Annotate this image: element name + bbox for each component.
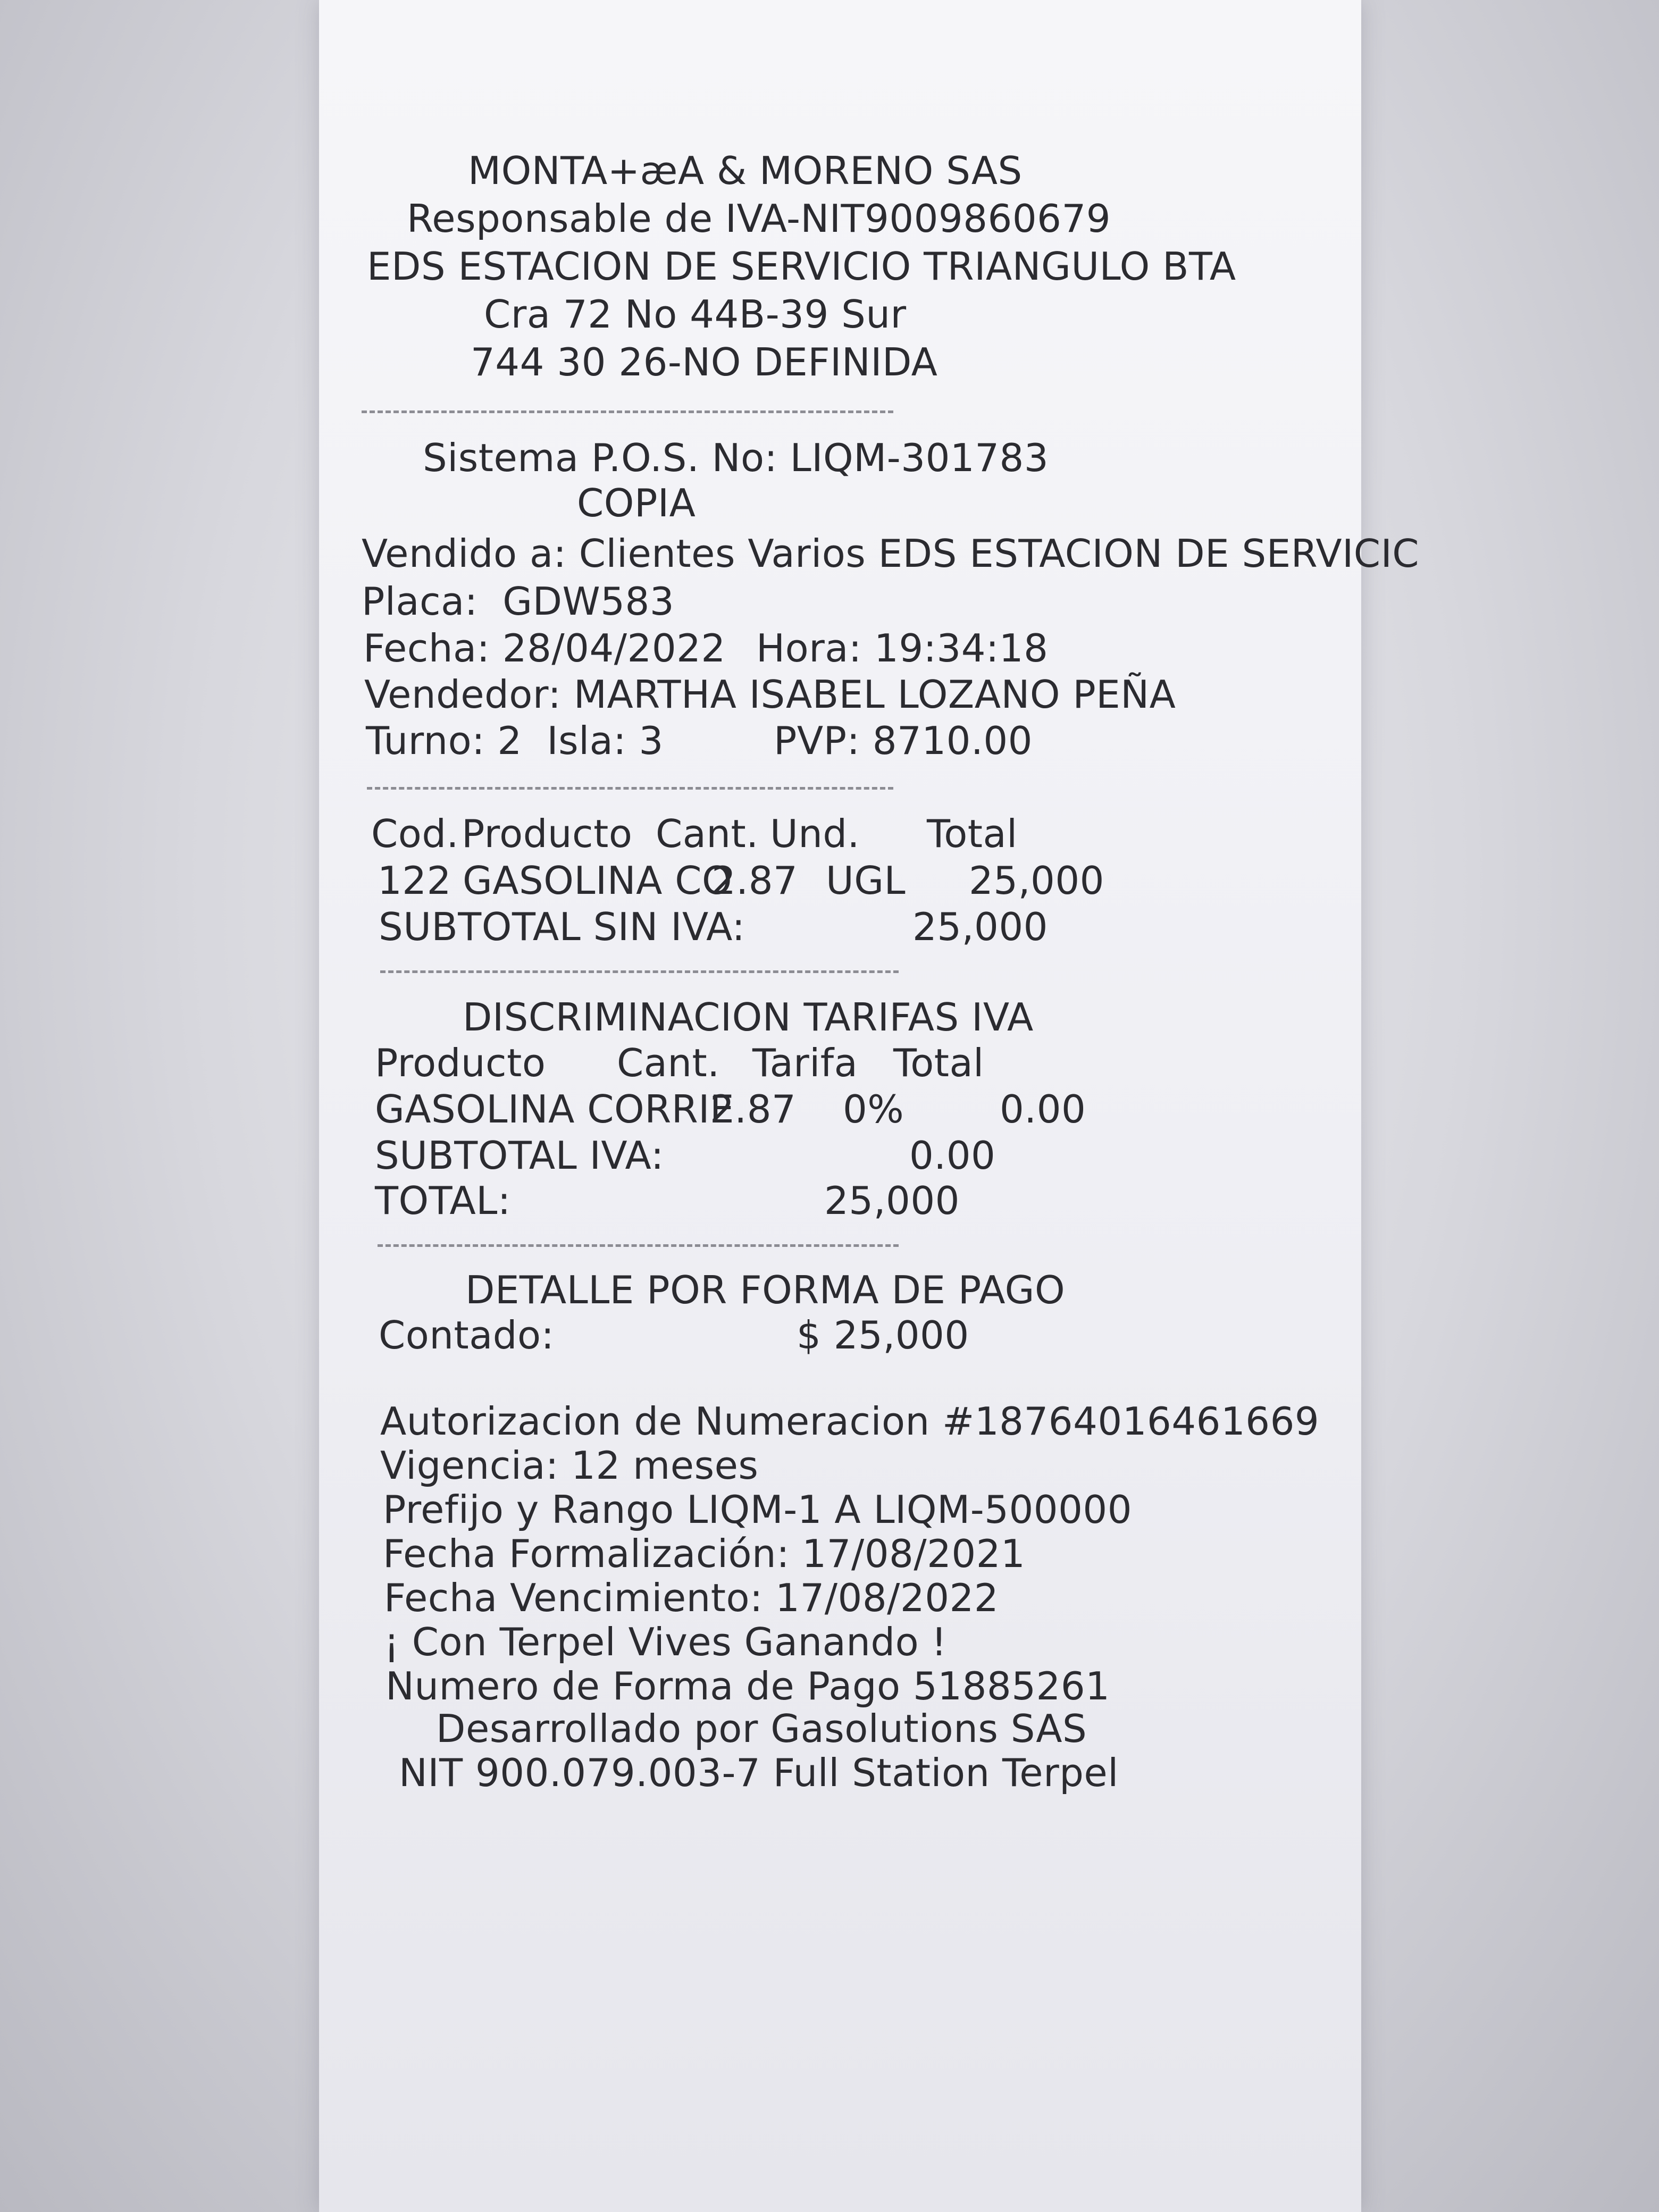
tax-section-title: DISCRIMINACION TARIFAS IVA	[463, 995, 1034, 1040]
total-label: TOTAL:	[375, 1178, 511, 1223]
station-address: Cra 72 No 44B-39 Sur	[484, 292, 907, 337]
payment-amount: $ 25,000	[797, 1313, 969, 1358]
payment-method-label: Contado:	[379, 1313, 555, 1358]
validity: Vigencia: 12 meses	[380, 1443, 759, 1488]
col-header-total: Total	[927, 811, 1018, 856]
slogan: ¡ Con Terpel Vives Ganando !	[384, 1620, 947, 1664]
tax-total: 0.00	[1000, 1087, 1086, 1132]
authorization-number: Autorizacion de Numeracion #18764016461669	[380, 1399, 1320, 1444]
developer: Desarrollado por Gasolutions SAS	[436, 1706, 1087, 1751]
tax-id-line: Responsable de IVA-NIT9009860679	[407, 196, 1111, 241]
divider	[378, 1244, 899, 1247]
plate: Placa: GDW583	[362, 579, 675, 624]
product-total: 25,000	[969, 858, 1104, 903]
tax-header-qty: Cant.	[617, 1041, 720, 1085]
payment-section-title: DETALLE POR FORMA DE PAGO	[465, 1268, 1066, 1312]
col-header-unit: Und.	[770, 811, 860, 856]
tax-header-product: Producto	[375, 1041, 546, 1085]
seller: Vendedor: MARTHA ISABEL LOZANO PEÑA	[364, 672, 1176, 717]
subtotal-value: 25,000	[912, 904, 1048, 949]
tax-subtotal-label: SUBTOTAL IVA:	[375, 1133, 664, 1178]
tax-rate: 0%	[843, 1087, 904, 1132]
unit-price: PVP: 8710.00	[774, 718, 1033, 763]
formalization-date: Fecha Formalización: 17/08/2021	[383, 1531, 1026, 1576]
pos-number: Sistema P.O.S. No: LIQM-301783	[423, 435, 1049, 480]
sold-to: Vendido a: Clientes Varios EDS ESTACION DE SERVICIC	[362, 531, 1420, 576]
station-name: EDS ESTACION DE SERVICIO TRIANGULO BTA	[367, 244, 1236, 289]
product-code: 122	[378, 858, 451, 903]
product-unit: UGL	[826, 858, 906, 903]
shift-island: Turno: 2 Isla: 3	[366, 718, 664, 763]
col-header-qty: Cant.	[656, 811, 759, 856]
copy-label: COPIA	[577, 481, 696, 525]
expiration-date: Fecha Vencimiento: 17/08/2022	[384, 1576, 999, 1620]
developer-nit: NIT 900.079.003-7 Full Station Terpel	[399, 1750, 1119, 1795]
product-qty: 2.87	[711, 858, 798, 903]
tax-qty: 2.87	[710, 1087, 797, 1132]
sale-date: Fecha: 28/04/2022	[363, 626, 726, 671]
tax-header-total: Total	[893, 1041, 984, 1085]
col-header-product: Producto	[462, 811, 633, 856]
subtotal-label: SUBTOTAL SIN IVA:	[379, 904, 745, 949]
station-phone: 744 30 26-NO DEFINIDA	[471, 340, 938, 384]
divider	[380, 970, 899, 973]
sale-time: Hora: 19:34:18	[756, 626, 1049, 671]
divider	[367, 787, 893, 790]
prefix-range: Prefijo y Rango LIQM-1 A LIQM-500000	[383, 1487, 1133, 1532]
col-header-code: Cod.	[371, 811, 459, 856]
tax-product: GASOLINA CORRIE	[375, 1087, 734, 1132]
tax-header-rate: Tarifa	[752, 1041, 858, 1085]
total-value: 25,000	[824, 1178, 960, 1223]
product-name: GASOLINA CO	[463, 858, 733, 903]
tax-subtotal-value: 0.00	[909, 1133, 996, 1178]
divider	[362, 410, 893, 413]
company-name: MONTA+æA & MORENO SAS	[468, 148, 1023, 193]
payment-form-number: Numero de Forma de Pago 51885261	[386, 1664, 1110, 1708]
